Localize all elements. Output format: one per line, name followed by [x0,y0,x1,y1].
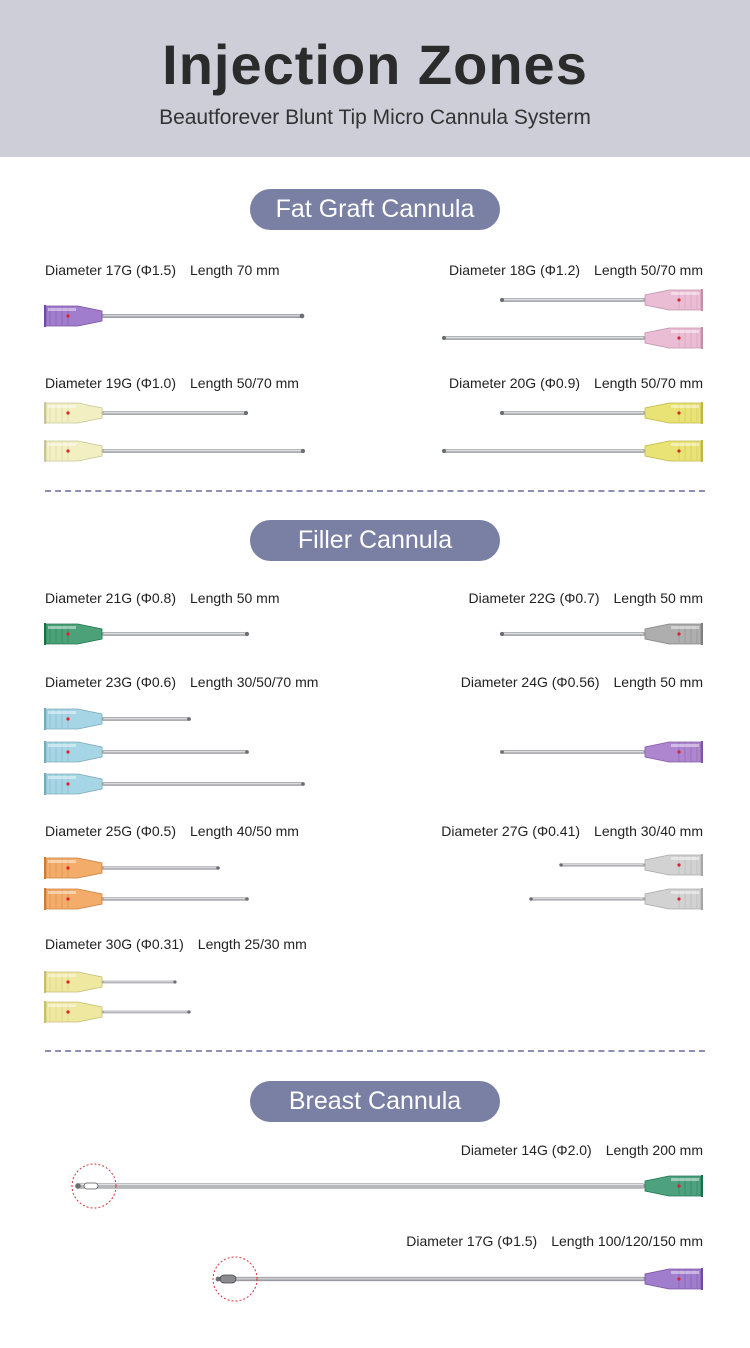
diameter-text: Diameter 17G (Φ1.5) [45,262,176,278]
bevel-marker [66,980,69,983]
cannula [44,773,305,795]
length-text: Length 50 mm [613,590,703,606]
bevel-marker [66,411,69,414]
bevel-marker [66,1010,69,1013]
length-text: Length 50 mm [190,590,280,606]
diameter-text: Diameter 25G (Φ0.5) [45,823,176,839]
blunt-tip [500,632,504,636]
length-text: Length 50/70 mm [190,375,299,391]
cannula [44,971,177,993]
bevel-marker [677,336,680,339]
cannula-shaft [102,867,218,869]
diameter-text: Diameter 17G (Φ1.5) [406,1233,538,1249]
hub-highlight [48,744,76,747]
cannula-shaft [102,751,247,754]
cannula [44,741,249,763]
hub-highlight [48,776,76,779]
blunt-tip [245,897,249,901]
blunt-tip [500,411,504,415]
hub-flange [44,623,46,645]
bevel-marker [66,449,69,452]
section-title-filler: Filler Cannula [250,520,500,561]
cannula [500,623,703,645]
diameter-text: Diameter 21G (Φ0.8) [45,590,176,606]
blunt-tip [245,750,249,754]
diameter-text: Diameter 19G (Φ1.0) [45,375,176,391]
length-text: Length 50 mm [613,674,703,690]
length-text: Length 40/50 mm [190,823,299,839]
bevel-marker [66,717,69,720]
hub-flange [701,440,703,462]
blunt-tip [187,1010,190,1013]
cannula-shaft [502,751,645,754]
blunt-tip [559,863,562,866]
diameter-text: Diameter 30G (Φ0.31) [45,936,184,952]
hub-highlight [671,1271,699,1274]
cannula [529,888,703,910]
hub-highlight [671,292,699,295]
hub-highlight [48,1004,76,1007]
length-text: Length 200 mm [605,1142,703,1158]
length-text: Length 70 mm [190,262,280,278]
hub-flange [44,708,46,730]
cannula-shaft [102,718,189,721]
bevel-marker [677,863,680,866]
bevel-marker [677,449,680,452]
blunt-tip [500,298,504,302]
hub-flange [44,1001,46,1023]
cannula [44,1001,191,1023]
blunt-tip [301,782,305,786]
hub-highlight [671,626,699,629]
hub-highlight [48,860,76,863]
page-subtitle: Beautforever Blunt Tip Micro Cannula Systerm [159,106,591,129]
hub-highlight [48,308,76,311]
length-text: Length 50/70 mm [594,262,703,278]
bevel-marker [677,632,680,635]
cannula [500,402,703,424]
length-text: Length 30/40 mm [594,823,703,839]
cannula [559,854,703,876]
cannula-shaft [102,783,303,786]
diameter-text: Diameter 18G (Φ1.2) [449,262,581,278]
hub-highlight [48,405,76,408]
length-text: Length 50/70 mm [594,375,703,391]
blunt-tip [244,411,248,415]
bevel-marker [677,897,680,900]
hub-highlight [671,330,699,333]
blunt-tip [75,1183,81,1189]
bevel-marker [677,298,680,301]
bevel-marker [677,1277,680,1280]
blunt-tip [300,314,305,319]
cannula [442,440,703,462]
hub-highlight [48,443,76,446]
hub-highlight [671,1178,699,1181]
hub-flange [701,1175,703,1197]
cannula [75,1175,703,1197]
bevel-marker [677,411,680,414]
bevel-marker [66,866,69,869]
hub-flange [701,289,703,311]
hub-flange [44,305,46,327]
hub-flange [701,623,703,645]
cannula [44,305,304,327]
diameter-text: Diameter 22G (Φ0.7) [468,590,600,606]
blunt-tip [500,750,504,754]
tip-side-port [220,1275,236,1283]
hub-flange [701,327,703,349]
blunt-tip [173,980,176,983]
hub-flange [701,741,703,763]
cannula [44,857,220,879]
hub-flange [44,741,46,763]
hub-highlight [48,891,76,894]
hub-highlight [671,443,699,446]
bevel-marker [66,782,69,785]
tip-side-port [84,1183,98,1189]
cannula-shaft [102,898,247,900]
hub-flange [44,773,46,795]
hub-flange [44,857,46,879]
cannula [44,708,191,730]
hub-flange [44,888,46,910]
hub-highlight [48,626,76,629]
section-title-fat-graft: Fat Graft Cannula [250,189,500,230]
blunt-tip [301,449,305,453]
hub-flange [701,402,703,424]
bevel-marker [677,750,680,753]
hub-flange [701,1268,703,1290]
blunt-tip [442,336,446,340]
diameter-text: Diameter 23G (Φ0.6) [45,674,176,690]
bevel-marker [66,897,69,900]
hub-highlight [671,405,699,408]
hub-flange [701,888,703,910]
blunt-tip [529,897,532,900]
hub-highlight [671,744,699,747]
blunt-tip [442,449,446,453]
blunt-tip [245,632,249,636]
diameter-text: Diameter 27G (Φ0.41) [441,823,581,839]
hub-flange [44,440,46,462]
hub-flange [44,402,46,424]
length-text: Length 100/120/150 mm [551,1233,703,1249]
section-title-breast: Breast Cannula [250,1081,500,1122]
cannula [44,623,249,645]
hub-highlight [671,857,699,860]
cannula [44,888,249,910]
bevel-marker [66,632,69,635]
hub-highlight [671,891,699,894]
cannula [442,327,703,349]
hub-highlight [48,974,76,977]
cannula [44,440,305,462]
diameter-text: Diameter 24G (Φ0.56) [460,674,600,690]
cannula [44,402,248,424]
diameter-text: Diameter 14G (Φ2.0) [460,1142,592,1158]
blunt-tip [187,717,191,721]
bevel-marker [66,314,69,317]
hub-highlight [48,711,76,714]
diameter-text: Diameter 20G (Φ0.9) [449,375,581,391]
page-title: Injection Zones [162,33,588,96]
bevel-marker [66,750,69,753]
blunt-tip [216,866,220,870]
length-text: Length 25/30 mm [197,936,307,952]
hub-flange [701,854,703,876]
hub-flange [44,971,46,993]
cannula [500,741,703,763]
cannula [216,1268,703,1290]
cannula [500,289,703,311]
length-text: Length 30/50/70 mm [190,674,319,690]
bevel-marker [677,1184,680,1187]
